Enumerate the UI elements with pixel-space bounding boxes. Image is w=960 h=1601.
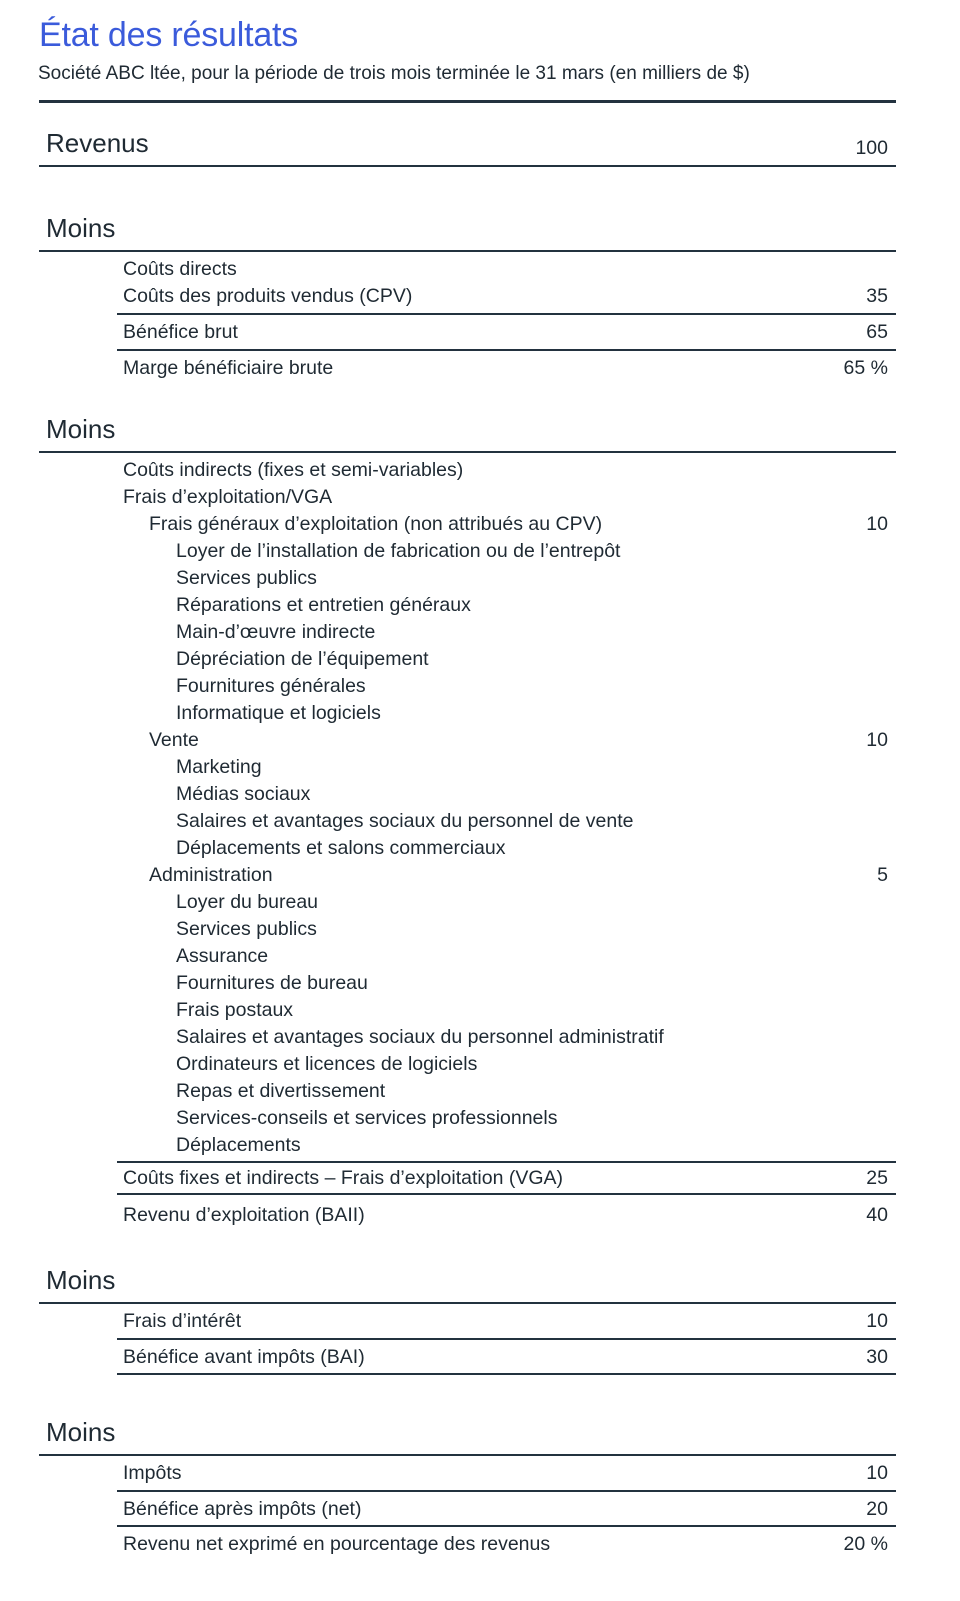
row-label: Coûts fixes et indirects – Frais d’exploitation (VGA) — [123, 1167, 564, 1189]
row-divider — [117, 349, 896, 351]
row-label: Salaires et avantages sociaux du personnel de vente — [176, 810, 634, 832]
section-divider — [39, 1302, 896, 1304]
row-label: Frais d’intérêt — [123, 1310, 242, 1332]
row-label: Ordinateurs et licences de logiciels — [176, 1053, 478, 1075]
statement-row — [39, 673, 896, 700]
row-label: Bénéfice brut — [123, 321, 238, 343]
statement-row — [39, 943, 896, 970]
row-label: Revenu d’exploitation (BAII) — [123, 1204, 365, 1226]
statement-row — [39, 619, 896, 646]
revenue-value: 100 — [855, 137, 888, 159]
row-label: Bénéfice après impôts (net) — [123, 1498, 362, 1520]
page-subtitle: Société ABC ltée, pour la période de trois mois terminée le 31 mars (en milliers de $) — [38, 63, 750, 84]
statement-row — [39, 808, 896, 835]
statement-row — [39, 1165, 896, 1192]
statement-row — [39, 319, 896, 346]
page-title: État des résultats — [39, 16, 299, 54]
section-divider — [39, 250, 896, 252]
row-value: 30 — [866, 1346, 888, 1368]
statement-row — [39, 1078, 896, 1105]
statement-row — [39, 835, 896, 862]
row-value: 40 — [866, 1204, 888, 1226]
statement-row — [39, 1202, 896, 1229]
row-value: 35 — [866, 285, 888, 307]
row-label: Dépréciation de l’équipement — [176, 648, 429, 670]
row-label: Services-conseils et services professionnels — [176, 1107, 558, 1129]
row-value: 20 % — [843, 1533, 888, 1555]
statement-row — [39, 1132, 896, 1159]
statement-row — [39, 457, 896, 484]
statement-row — [39, 862, 896, 889]
row-label: Revenu net exprimé en pourcentage des revenus — [123, 1533, 551, 1555]
statement-row — [39, 484, 896, 511]
revenue-divider — [39, 165, 896, 167]
row-label: Réparations et entretien généraux — [176, 594, 471, 616]
statement-row — [39, 511, 896, 538]
row-value: 20 — [866, 1498, 888, 1520]
statement-row — [39, 781, 896, 808]
row-label: Services publics — [176, 567, 317, 589]
row-label: Frais généraux d’exploitation (non attribués au CPV) — [149, 513, 603, 535]
row-value: 10 — [866, 729, 888, 751]
row-value: 10 — [866, 1462, 888, 1484]
statement-row — [39, 1024, 896, 1051]
row-value: 65 % — [843, 357, 888, 379]
row-divider — [117, 1525, 896, 1527]
statement-row — [39, 256, 896, 283]
row-label: Coûts des produits vendus (CPV) — [123, 285, 413, 307]
statement-row — [39, 1344, 896, 1371]
statement-row — [39, 646, 896, 673]
statement-row — [39, 1308, 896, 1335]
row-label: Fournitures générales — [176, 675, 366, 697]
statement-row — [39, 1051, 896, 1078]
section-heading-indirect: Moins — [46, 414, 116, 444]
statement-row — [39, 538, 896, 565]
row-label: Impôts — [123, 1462, 182, 1484]
row-divider — [117, 1490, 896, 1492]
section-divider — [39, 451, 896, 453]
row-label: Coûts indirects (fixes et semi-variables) — [123, 459, 464, 481]
statement-row — [39, 754, 896, 781]
statement-row — [39, 970, 896, 997]
row-value: 65 — [866, 321, 888, 343]
row-label: Fournitures de bureau — [176, 972, 368, 994]
header-divider — [39, 100, 896, 103]
row-label: Déplacements et salons commerciaux — [176, 837, 506, 859]
row-label: Administration — [149, 864, 273, 886]
row-divider — [117, 1338, 896, 1340]
statement-row — [39, 1496, 896, 1523]
section-divider — [39, 1454, 896, 1456]
row-label: Déplacements — [176, 1134, 301, 1156]
row-value: 10 — [866, 1310, 888, 1332]
statement-row — [39, 727, 896, 754]
row-value: 25 — [866, 1167, 888, 1189]
statement-row — [39, 700, 896, 727]
statement-row — [39, 916, 896, 943]
row-divider — [117, 1161, 896, 1163]
row-label: Repas et divertissement — [176, 1080, 386, 1102]
row-divider — [117, 1373, 896, 1375]
row-label: Informatique et logiciels — [176, 702, 381, 724]
statement-row — [39, 997, 896, 1024]
section-heading-direct: Moins — [46, 213, 116, 243]
section-heading-taxes: Moins — [46, 1417, 116, 1447]
statement-row — [39, 592, 896, 619]
row-label: Loyer de l’installation de fabrication ou de l’entrepôt — [176, 540, 621, 562]
row-label: Frais postaux — [176, 999, 294, 1021]
statement-row — [39, 355, 896, 382]
row-label: Main-d’œuvre indirecte — [176, 621, 376, 643]
row-label: Frais d’exploitation/VGA — [123, 486, 333, 508]
statement-row — [39, 283, 896, 310]
row-label: Bénéfice avant impôts (BAI) — [123, 1346, 365, 1368]
statement-row — [39, 1460, 896, 1487]
row-value: 5 — [877, 864, 888, 886]
row-label: Coûts directs — [123, 258, 237, 280]
row-label: Services publics — [176, 918, 317, 940]
row-label: Salaires et avantages sociaux du personnel administratif — [176, 1026, 664, 1048]
section-heading-interest: Moins — [46, 1265, 116, 1295]
statement-row — [39, 1105, 896, 1132]
statement-row — [39, 565, 896, 592]
row-label: Médias sociaux — [176, 783, 311, 805]
row-label: Marketing — [176, 756, 262, 778]
statement-row — [39, 1531, 896, 1558]
row-value: 10 — [866, 513, 888, 535]
row-label: Loyer du bureau — [176, 891, 319, 913]
row-divider — [117, 313, 896, 315]
row-divider — [117, 1193, 896, 1195]
row-label: Assurance — [176, 945, 269, 967]
row-label: Marge bénéficiaire brute — [123, 357, 334, 379]
statement-row — [39, 889, 896, 916]
row-label: Vente — [149, 729, 199, 751]
revenue-label: Revenus — [46, 128, 149, 158]
